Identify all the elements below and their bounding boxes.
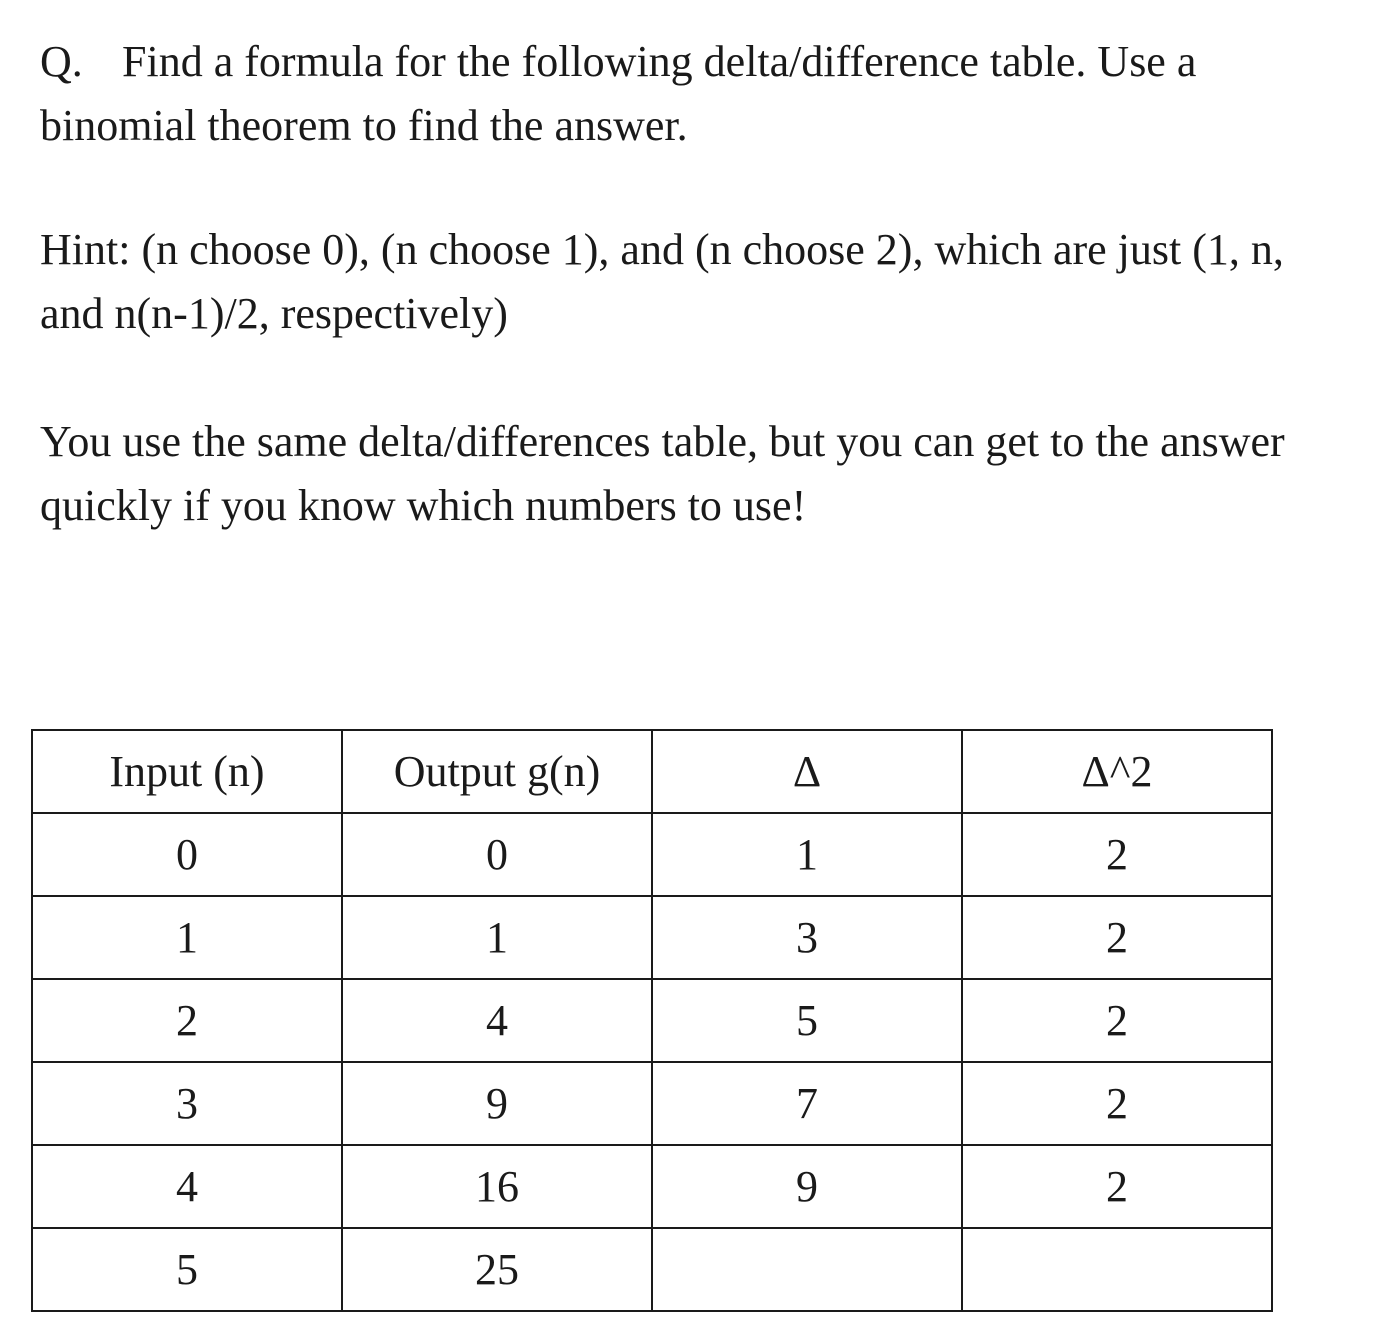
cell-output: 16 (342, 1145, 652, 1228)
cell-delta: 1 (652, 813, 962, 896)
cell-input: 0 (32, 813, 342, 896)
cell-delta-squared: 2 (962, 896, 1272, 979)
question-paragraph (40, 30, 1340, 158)
table-row (32, 1062, 1272, 1145)
cell-output: 1 (342, 896, 652, 979)
cell-input: 1 (32, 896, 342, 979)
cell-output: 0 (342, 813, 652, 896)
cell-delta-squared: 2 (962, 813, 1272, 896)
cell-input: 5 (32, 1228, 342, 1311)
note-paragraph: You use the same delta/differences table, but you can get to the answer quickly if you know which numbers to use! (40, 417, 1285, 530)
hint-paragraph: Hint: (n choose 0), (n choose 1), and (n choose 2), which are just (1, n, and n(n-1)/2, respectively) (40, 225, 1284, 338)
table-row (32, 979, 1272, 1062)
cell-delta-squared: 2 (962, 1145, 1272, 1228)
header-input: Input (n) (32, 730, 342, 813)
difference-table (31, 729, 1273, 1312)
cell-delta-squared: 2 (962, 979, 1272, 1062)
cell-output: 4 (342, 979, 652, 1062)
cell-input: 3 (32, 1062, 342, 1145)
header-delta: Δ (652, 730, 962, 813)
table-row (32, 896, 1272, 979)
cell-delta: 7 (652, 1062, 962, 1145)
cell-output: 25 (342, 1228, 652, 1311)
cell-output: 9 (342, 1062, 652, 1145)
table-row (32, 813, 1272, 896)
header-output: Output g(n) (342, 730, 652, 813)
cell-delta: 3 (652, 896, 962, 979)
cell-input: 4 (32, 1145, 342, 1228)
cell-input: 2 (32, 979, 342, 1062)
cell-delta: 9 (652, 1145, 962, 1228)
table-row (32, 1228, 1272, 1311)
cell-delta (652, 1228, 962, 1311)
table-header-row (32, 730, 1272, 813)
question-label: Q. (40, 37, 83, 86)
cell-delta-squared (962, 1228, 1272, 1311)
table-row (32, 1145, 1272, 1228)
cell-delta-squared: 2 (962, 1062, 1272, 1145)
question-text: Find a formula for the following delta/difference table. Use a binomial theorem to find the answer. (40, 37, 1197, 150)
cell-delta: 5 (652, 979, 962, 1062)
header-delta-squared: Δ^2 (962, 730, 1272, 813)
